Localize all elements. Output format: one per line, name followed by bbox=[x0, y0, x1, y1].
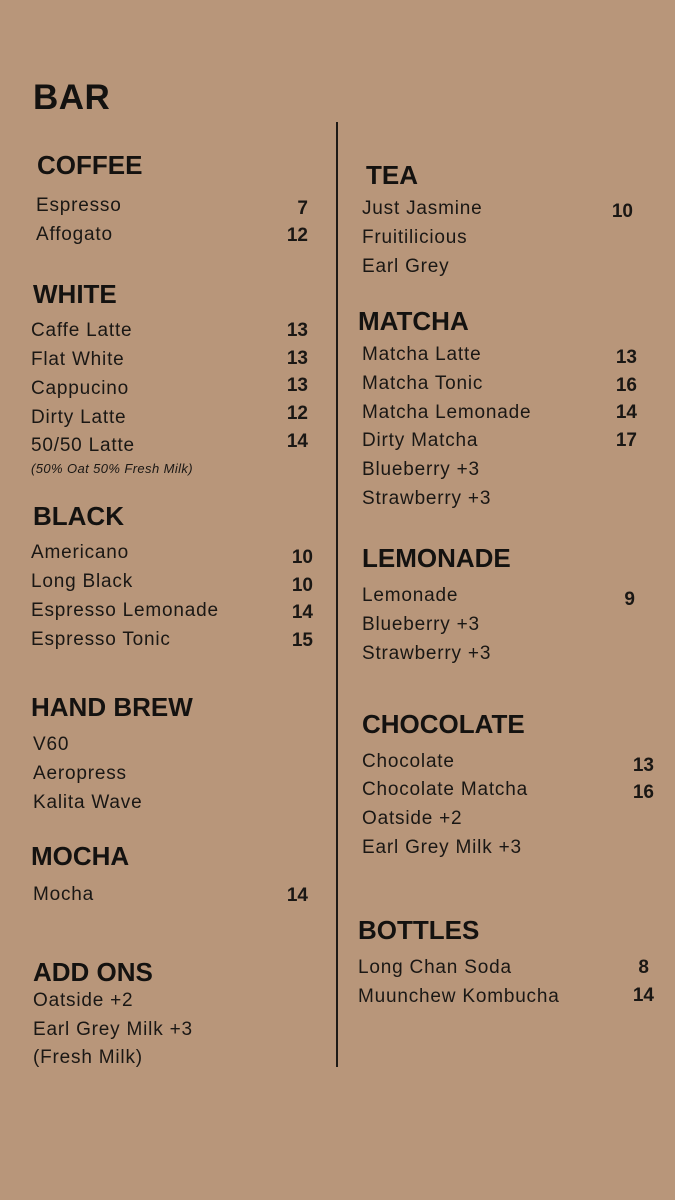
menu-item-name: Cappucino bbox=[31, 378, 130, 399]
menu-item-price: 8 bbox=[638, 957, 649, 978]
menu-item-name: Affogato bbox=[36, 224, 113, 245]
menu-item-name: Espresso Tonic bbox=[31, 629, 171, 650]
menu-item-name: Mocha bbox=[33, 884, 95, 905]
section-heading: MOCHA bbox=[31, 841, 130, 871]
menu-item-name: Strawberry +3 bbox=[362, 488, 492, 509]
menu-item-name: Chocolate Matcha bbox=[362, 779, 528, 800]
menu-item-price: 10 bbox=[611, 201, 633, 222]
section-heading: LEMONADE bbox=[362, 543, 511, 573]
menu-item-name: Oatside +2 bbox=[33, 990, 134, 1011]
menu-item-price: 14 bbox=[632, 985, 654, 1006]
menu-item-name: Lemonade bbox=[362, 585, 459, 606]
menu-item-name: Long Black bbox=[31, 571, 134, 592]
section-heading: WHITE bbox=[33, 279, 117, 309]
menu-item-price: 13 bbox=[615, 347, 637, 368]
menu-item-name: Long Chan Soda bbox=[358, 957, 512, 978]
menu-item-price: 14 bbox=[286, 431, 308, 452]
menu-item-price: 13 bbox=[632, 755, 654, 776]
menu-item-name: Chocolate bbox=[362, 751, 455, 772]
menu-item-name: Dirty Latte bbox=[31, 407, 127, 428]
menu-item-name: Americano bbox=[31, 542, 130, 563]
section-heading: COFFEE bbox=[37, 150, 143, 180]
menu-item-price: 12 bbox=[286, 225, 308, 246]
menu-item-price: 10 bbox=[291, 547, 313, 568]
menu-item-name: Matcha Latte bbox=[362, 344, 482, 365]
menu-item-price: 16 bbox=[615, 375, 637, 396]
page-title: BAR bbox=[33, 78, 111, 117]
menu-item-price: 17 bbox=[615, 430, 637, 451]
menu-item-name: Caffe Latte bbox=[31, 320, 133, 341]
menu-item-name: Strawberry +3 bbox=[362, 643, 492, 664]
menu-item-price: 12 bbox=[286, 403, 308, 424]
section-heading: BLACK bbox=[33, 501, 124, 531]
column-divider bbox=[336, 122, 338, 1067]
menu-item-name: Blueberry +3 bbox=[362, 614, 480, 635]
section-heading: MATCHA bbox=[358, 306, 469, 336]
menu-item-price: 13 bbox=[286, 375, 308, 396]
menu-item-name: Matcha Lemonade bbox=[362, 402, 532, 423]
menu-item-name: Dirty Matcha bbox=[362, 430, 479, 451]
menu-item-price: 15 bbox=[291, 630, 313, 651]
menu-item-price: 14 bbox=[286, 885, 308, 906]
menu-item-name: Kalita Wave bbox=[33, 792, 143, 813]
menu-item-name: 50/50 Latte bbox=[31, 435, 135, 456]
menu-item-name: Muunchew Kombucha bbox=[358, 986, 560, 1007]
section-heading: BOTTLES bbox=[358, 915, 480, 945]
menu-item-name: Espresso bbox=[36, 195, 122, 216]
menu-item-name: Earl Grey bbox=[362, 256, 450, 277]
menu-item-name: Oatside +2 bbox=[362, 808, 463, 829]
menu-item-price: 14 bbox=[615, 402, 637, 423]
section-heading: ADD ONS bbox=[33, 957, 153, 987]
menu-item-name: V60 bbox=[33, 734, 70, 755]
menu-item-price: 13 bbox=[286, 348, 308, 369]
menu-item-price: 14 bbox=[291, 602, 313, 623]
section-heading: CHOCOLATE bbox=[362, 709, 525, 739]
menu-item-price: 9 bbox=[624, 589, 635, 610]
menu-item-price: 7 bbox=[297, 198, 308, 219]
section-heading: HAND BREW bbox=[31, 692, 193, 722]
menu-item-name: (Fresh Milk) bbox=[33, 1047, 143, 1068]
menu-item-name: Flat White bbox=[31, 349, 125, 370]
menu-item-name: Earl Grey Milk +3 bbox=[362, 837, 522, 858]
menu-item-price: 10 bbox=[291, 575, 313, 596]
menu-item-name: Fruitilicious bbox=[362, 227, 468, 248]
menu-item-note: (50% Oat 50% Fresh Milk) bbox=[31, 461, 194, 476]
menu-item-name: Just Jasmine bbox=[362, 198, 483, 219]
section-heading: TEA bbox=[366, 160, 418, 190]
menu-item-name: Earl Grey Milk +3 bbox=[33, 1019, 193, 1040]
menu-item-price: 16 bbox=[632, 782, 654, 803]
menu-item-name: Blueberry +3 bbox=[362, 459, 480, 480]
menu-item-name: Espresso Lemonade bbox=[31, 600, 219, 621]
menu-item-name: Aeropress bbox=[33, 763, 127, 784]
menu-item-price: 13 bbox=[286, 320, 308, 341]
menu-item-name: Matcha Tonic bbox=[362, 373, 484, 394]
